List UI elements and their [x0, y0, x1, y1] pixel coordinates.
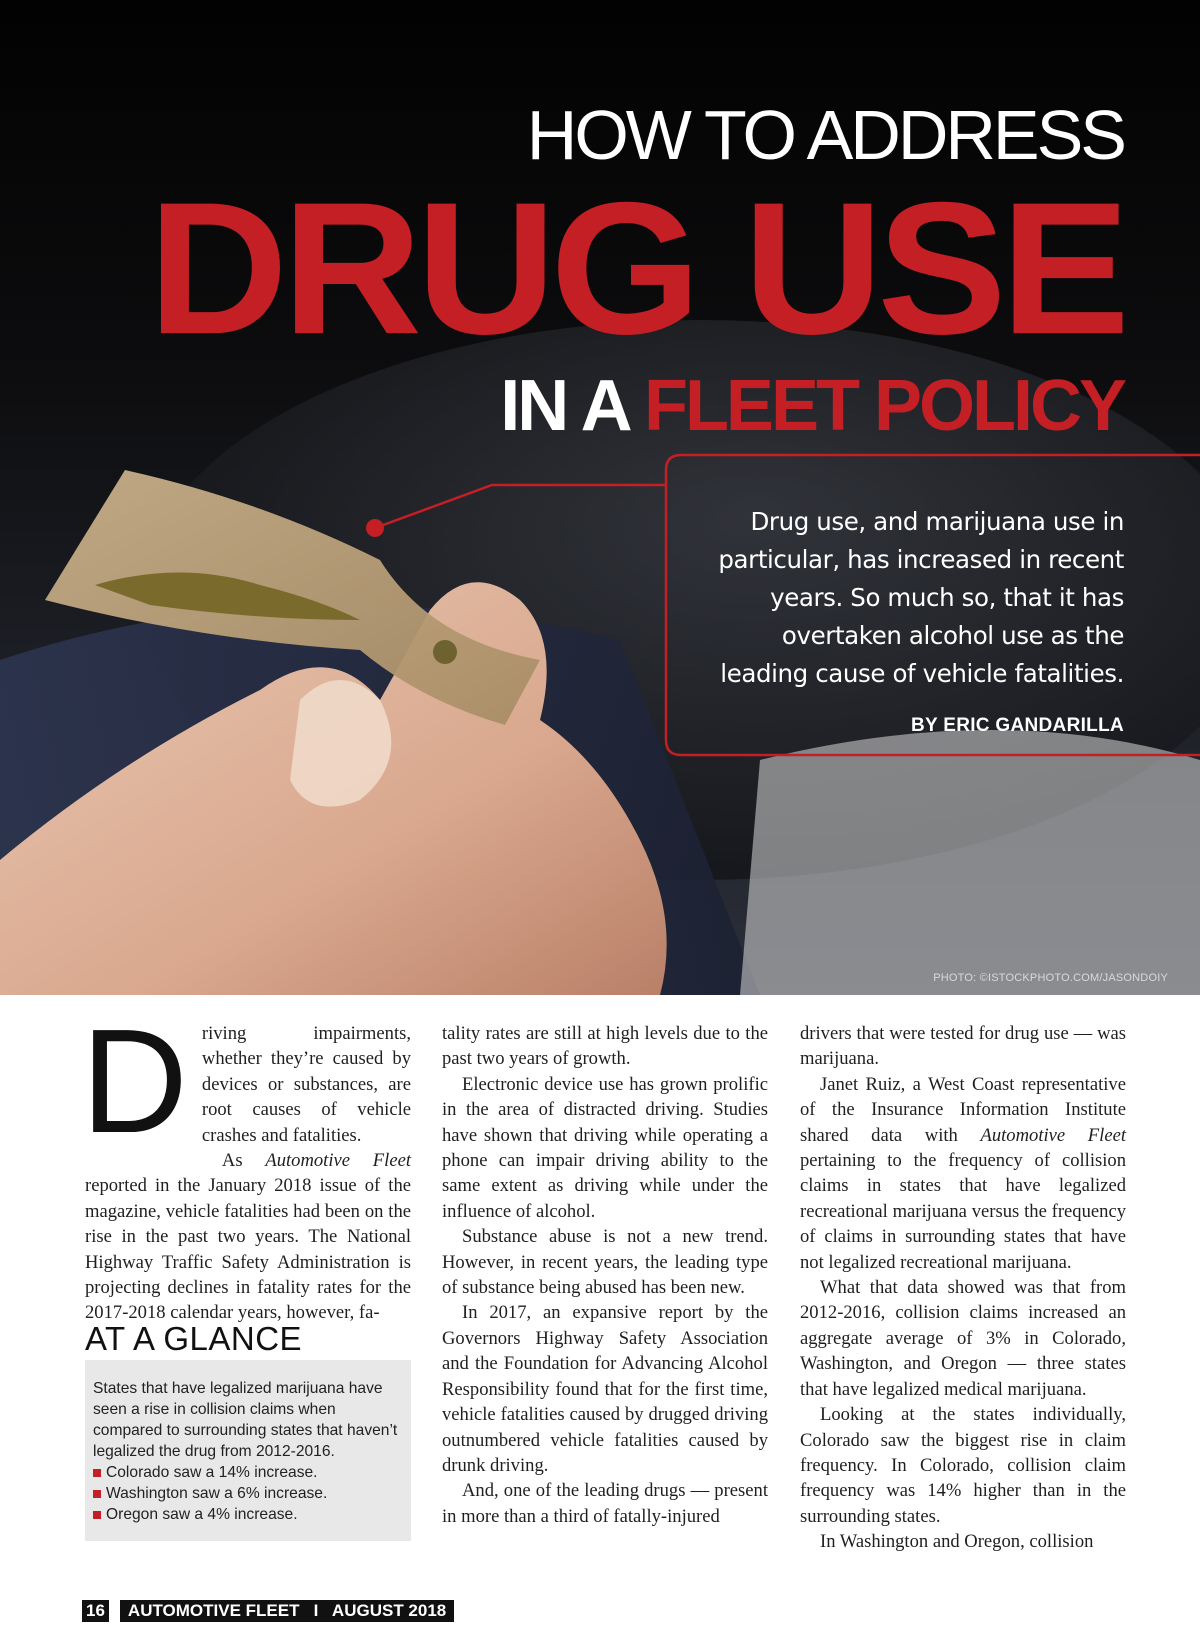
- list-item-text: Oregon saw a 4% increase.: [106, 1506, 298, 1523]
- magazine-folio: AUTOMOTIVE FLEET I AUGUST 2018: [120, 1600, 454, 1622]
- article-column-2: [442, 1021, 768, 1529]
- bullet-square-icon: [93, 1511, 101, 1519]
- deck-text: Drug use, and marijuana use in particular, has increased in recent years. So much so, that it has overtaken alcohol use as the leading cause of vehicle fatalities.: [718, 507, 1124, 688]
- paragraph: And, one of the leading drugs — present in more than a third of fatally-injured: [442, 1480, 768, 1527]
- paragraph: Substance abuse is not a new trend. However, in recent years, the leading type of substance being abused has been new.: [442, 1226, 768, 1299]
- headline-sub-white: IN A: [500, 366, 627, 446]
- paragraph: What that data showed was that from 2012-2016, collision claims increased an aggregate average of 3% in Colorado, Washington, and Oregon — three states that have legalized medical marijuana.: [800, 1277, 1126, 1400]
- bullet-square-icon: [93, 1469, 101, 1477]
- magazine-name: Automotive Fleet: [980, 1124, 1126, 1146]
- page-number: 16: [82, 1600, 109, 1622]
- headline-kicker: HOW TO ADDRESS: [526, 96, 1124, 174]
- drop-cap: D: [81, 999, 188, 1164]
- shirt-shape: [740, 730, 1200, 995]
- list-item: [93, 1483, 403, 1504]
- paragraph: [85, 1148, 411, 1326]
- paragraph: [800, 1072, 1126, 1275]
- at-a-glance-heading: AT A GLANCE: [85, 1320, 303, 1357]
- text-run: reported in the January 2018 issue of the magazine, vehicle fatalities had been on the rise in the past two years. The National Highway Traffic Safety Administration is projecting declines in fatality rates for the 2017-2018 calendar years, however, fa-: [85, 1175, 411, 1324]
- list-item: [93, 1504, 403, 1525]
- list-item-text: Washington saw a 6% increase.: [106, 1485, 328, 1502]
- paragraph: Electronic device use has grown prolific in the area of distracted driving. Studies have shown that driving while operating a phone can impair driving ability to the same extent as driving while under the influence of alcohol.: [442, 1073, 768, 1222]
- page-footer: [82, 1600, 454, 1622]
- paragraph: In Washington and Oregon, collision: [820, 1531, 1094, 1553]
- article-column-3: [800, 1021, 1126, 1555]
- paragraph: Looking at the states individually, Colorado saw the biggest rise in claim frequency. In Colorado, collision claim frequency was 14% higher than in the surrounding states.: [800, 1404, 1126, 1527]
- photo-credit: PHOTO: ©ISTOCKPHOTO.COM/JASONDOIY: [933, 972, 1168, 984]
- text-run: As: [221, 1150, 266, 1172]
- paragraph: In 2017, an expansive report by the Governors Highway Safety Association and the Foundation for Advancing Alcohol Responsibility found that for the first time, vehicle fatalities caused by drugged driving outnumbered vehicle fatalities caused by drunk driving.: [442, 1302, 768, 1476]
- paragraph: tality rates are still at high levels due to the past two years of growth.: [442, 1023, 768, 1070]
- at-a-glance-box: [85, 1360, 411, 1541]
- article-column-1: [81, 999, 411, 1326]
- glance-list: [93, 1462, 403, 1525]
- headline-sub: [500, 366, 1124, 446]
- glance-intro: States that have legalized marijuana have seen a rise in collision claims when compared to surrounding states that haven’t legalized the drug from 2012-2016.: [93, 1380, 398, 1460]
- paragraph: riving impairments, whether they’re caused by devices or substances, are root causes of vehicle crashes and fatalities.: [201, 1023, 411, 1146]
- headline-main: DRUG USE: [148, 163, 1124, 374]
- magazine-name: Automotive Fleet: [265, 1150, 411, 1172]
- callout-dot: [366, 519, 384, 537]
- text-run: Janet Ruiz, a West Coast representative of the Insurance Information Institute shared data with: [800, 1073, 1126, 1146]
- paragraph: drivers that were tested for drug use — was marijuana.: [800, 1023, 1126, 1070]
- text-run: pertaining to the frequency of collision claims in states that have legalized recreational marijuana versus the frequency of claims in surrounding states that have not legalized recreational marijuana.: [800, 1150, 1126, 1273]
- bullet-square-icon: [93, 1490, 101, 1498]
- headline-sub-red: FLEET POLICY: [643, 366, 1124, 446]
- byline: BY ERIC GANDARILLA: [911, 715, 1124, 736]
- herb-bud-shape: [433, 640, 457, 664]
- list-item: [93, 1462, 403, 1483]
- list-item-text: Colorado saw a 14% increase.: [106, 1464, 318, 1481]
